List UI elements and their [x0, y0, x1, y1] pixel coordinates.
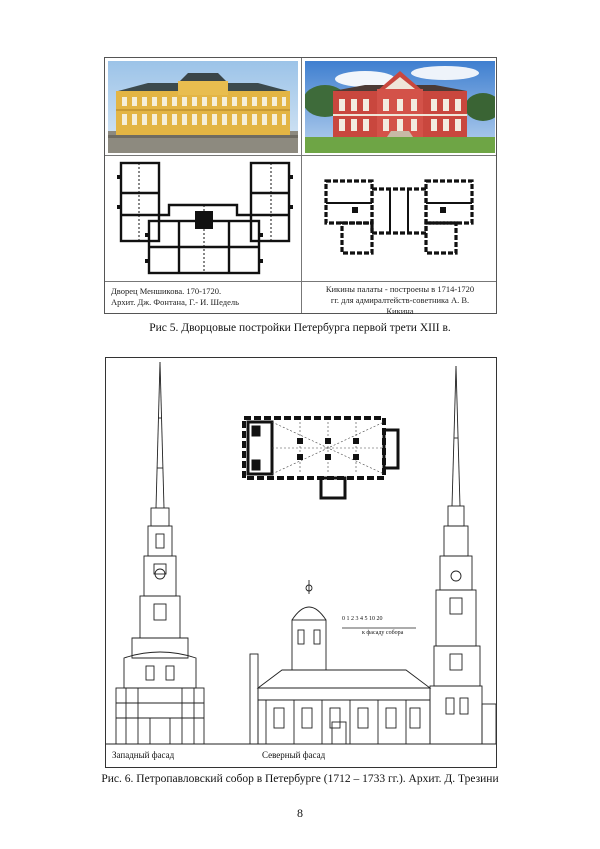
figure-5-table — [104, 57, 497, 314]
table-divider-row2 — [105, 281, 496, 282]
west-facade-label: Западный фасад — [112, 750, 175, 760]
menshikov-caption — [111, 286, 297, 308]
table-divider-row1 — [105, 155, 496, 156]
kikin-palace-photo — [305, 61, 495, 153]
figure-5-caption: Рис 5. Дворцовые постройки Петербурга первой трети XIII в. — [149, 322, 451, 334]
scale-bar-numbers: 0 1 2 3 4 5 10 20 — [342, 616, 383, 622]
menshikov-caption-line2: Архит. Дж. Фонтана, Г.- И. Шедель — [111, 297, 239, 307]
page-number: 8 — [297, 806, 303, 820]
menshikov-caption-line1: Дворец Меншикова. 170-1720. — [111, 286, 222, 296]
cathedral-drawing — [106, 358, 497, 768]
kikin-palace-plan — [308, 159, 494, 279]
menshikov-palace-photo — [108, 61, 298, 153]
scale-bar-caption: к фасаду собора — [362, 630, 404, 636]
menshikov-palace-plan — [109, 159, 297, 279]
north-facade-label: Северный фасад — [262, 750, 326, 760]
table-divider-vertical — [301, 58, 302, 313]
kikin-caption — [305, 284, 495, 317]
kikin-caption-line1: Кикины палаты - построены в 1714-1720 — [325, 284, 475, 294]
figure-6-caption: Рис. 6. Петропавловский собор в Петербурге (1712 – 1733 гг.). Архит. Д. Трезини — [101, 773, 499, 785]
kikin-caption-line3: Кикина — [386, 306, 414, 316]
figure-6-frame — [105, 357, 497, 768]
kikin-caption-line2: гг. для адмиралтейств-советника А. В. — [330, 295, 470, 305]
